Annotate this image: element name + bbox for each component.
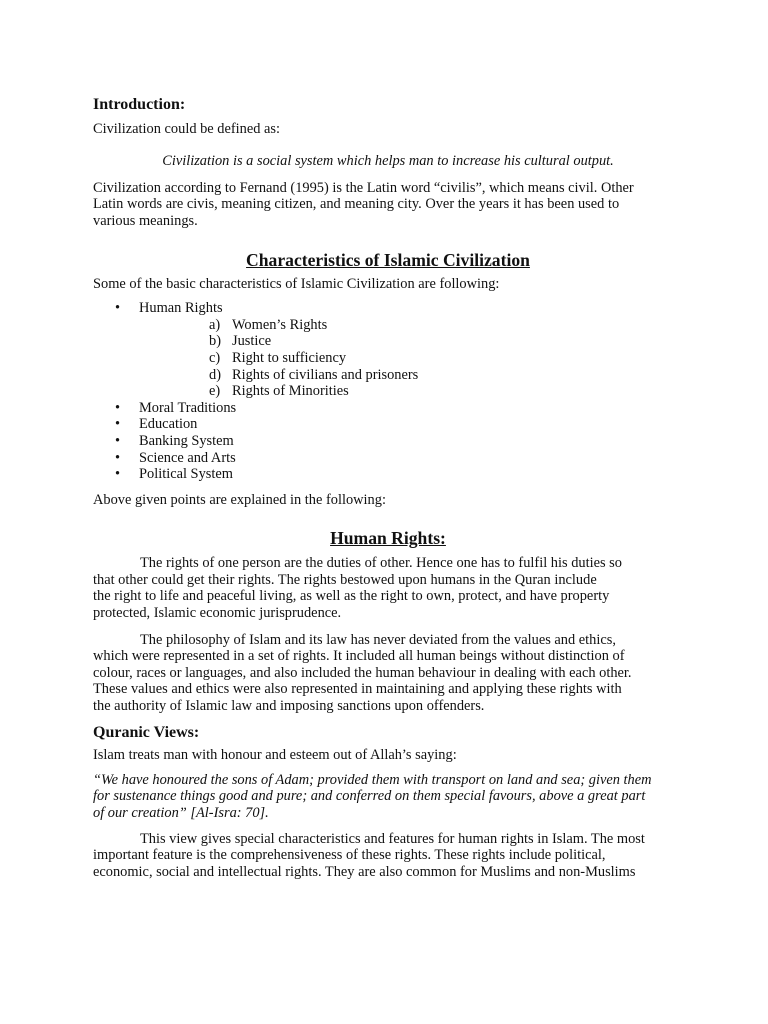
introduction-paragraph <box>93 180 683 230</box>
text-line: The rights of one person are the duties of other. Hence one has to fulfil his duties so <box>140 555 622 572</box>
list-item <box>93 400 683 417</box>
text-line: that other could get their rights. The rights bestowed upon humans in the Quran include <box>93 571 597 588</box>
civilization-definition: Civilization is a social system which helps man to increase his cultural output. <box>162 153 614 170</box>
sublist-item <box>209 367 683 384</box>
quranic-views-lead: Islam treats man with honour and esteem out of Allah’s saying: <box>93 747 457 764</box>
sublist-item-label: Rights of civilians and prisoners <box>232 366 419 383</box>
quran-quote <box>93 772 683 822</box>
list-item <box>93 300 683 400</box>
sublist-item-label: Justice <box>232 333 272 350</box>
quranic-views-heading: Quranic Views: <box>93 723 200 741</box>
text-line: colour, races or languages, and also included the human behaviour in dealing with each other. <box>93 664 632 681</box>
sublist-item-label: Women’s Rights <box>232 316 328 333</box>
list-item <box>93 466 683 483</box>
bullet-icon: • <box>115 300 121 317</box>
text-line: of our creation” [Al-Isra: 70]. <box>93 805 269 821</box>
bullet-icon: • <box>115 449 121 466</box>
text-line: protected, Islamic economic jurisprudence. <box>93 605 342 622</box>
bullet-icon: • <box>115 432 121 449</box>
text-line: Latin words are civis, meaning citizen, and meaning city. Over the years it has been used to <box>93 196 620 213</box>
introduction-lead: Civilization could be defined as: <box>93 120 281 137</box>
human-rights-paragraph-2 <box>93 632 683 715</box>
bullet-icon: • <box>115 466 121 483</box>
text-line: “We have honoured the sons of Adam; provided them with transport on land and sea; given them <box>93 771 652 788</box>
text-line: the right to life and peaceful living, as well as the right to own, protect, and have property <box>93 588 610 605</box>
list-item-label: Political System <box>139 466 233 483</box>
list-item <box>93 450 683 467</box>
list-item-label: Education <box>139 416 198 433</box>
text-line: the authority of Islamic law and imposing sanctions upon offenders. <box>93 698 485 715</box>
text-line: various meanings. <box>93 212 198 229</box>
bullet-icon: • <box>115 399 121 416</box>
characteristics-lead: Some of the basic characteristics of Islamic Civilization are following: <box>93 275 500 292</box>
sublist-marker: e) <box>209 383 221 400</box>
list-item <box>93 416 683 433</box>
quranic-views-paragraph <box>93 831 683 881</box>
sublist-item-label: Right to sufficiency <box>232 349 347 366</box>
sublist-item <box>209 317 683 334</box>
sublist-item <box>209 350 683 367</box>
sublist-item <box>209 383 683 400</box>
list-item <box>93 433 683 450</box>
sublist-marker: b) <box>209 333 221 350</box>
text-line: Civilization according to Fernand (1995) is the Latin word “civilis”, which means civil. Other <box>93 179 634 196</box>
text-line: The philosophy of Islam and its law has never deviated from the values and ethics, <box>140 631 616 648</box>
characteristics-title: Characteristics of Islamic Civilization <box>246 249 530 270</box>
text-line: important feature is the comprehensiveness of these rights. These rights include political, <box>93 847 606 864</box>
text-line: for sustenance things good and pure; and conferred on them special favours, above a great part <box>93 788 646 805</box>
human-rights-paragraph-1 <box>93 555 683 621</box>
sublist-item <box>209 333 683 350</box>
bullet-icon: • <box>115 416 121 433</box>
list-item-label: Science and Arts <box>139 449 236 466</box>
introduction-heading: Introduction: <box>93 96 186 113</box>
characteristics-after: Above given points are explained in the following: <box>93 491 386 508</box>
text-line: These values and ethics were also represented in maintaining and applying these rights with <box>93 681 622 698</box>
text-line: which were represented in a set of rights. It included all human beings without distinction of <box>93 648 625 665</box>
list-item-label: Banking System <box>139 432 234 449</box>
document-page <box>93 97 683 880</box>
sublist-marker: a) <box>209 316 221 333</box>
list-item-label: Human Rights <box>139 300 223 317</box>
sublist-item-label: Rights of Minorities <box>232 383 349 400</box>
sublist-marker: d) <box>209 366 221 383</box>
characteristics-list <box>93 300 683 483</box>
list-item-label: Moral Traditions <box>139 399 237 416</box>
text-line: This view gives special characteristics and features for human rights in Islam. The most <box>140 830 645 847</box>
human-rights-title: Human Rights: <box>330 528 446 549</box>
human-rights-sublist <box>139 317 683 400</box>
text-line: economic, social and intellectual rights. They are also common for Muslims and non-Muslims <box>93 863 636 880</box>
sublist-marker: c) <box>209 349 221 366</box>
